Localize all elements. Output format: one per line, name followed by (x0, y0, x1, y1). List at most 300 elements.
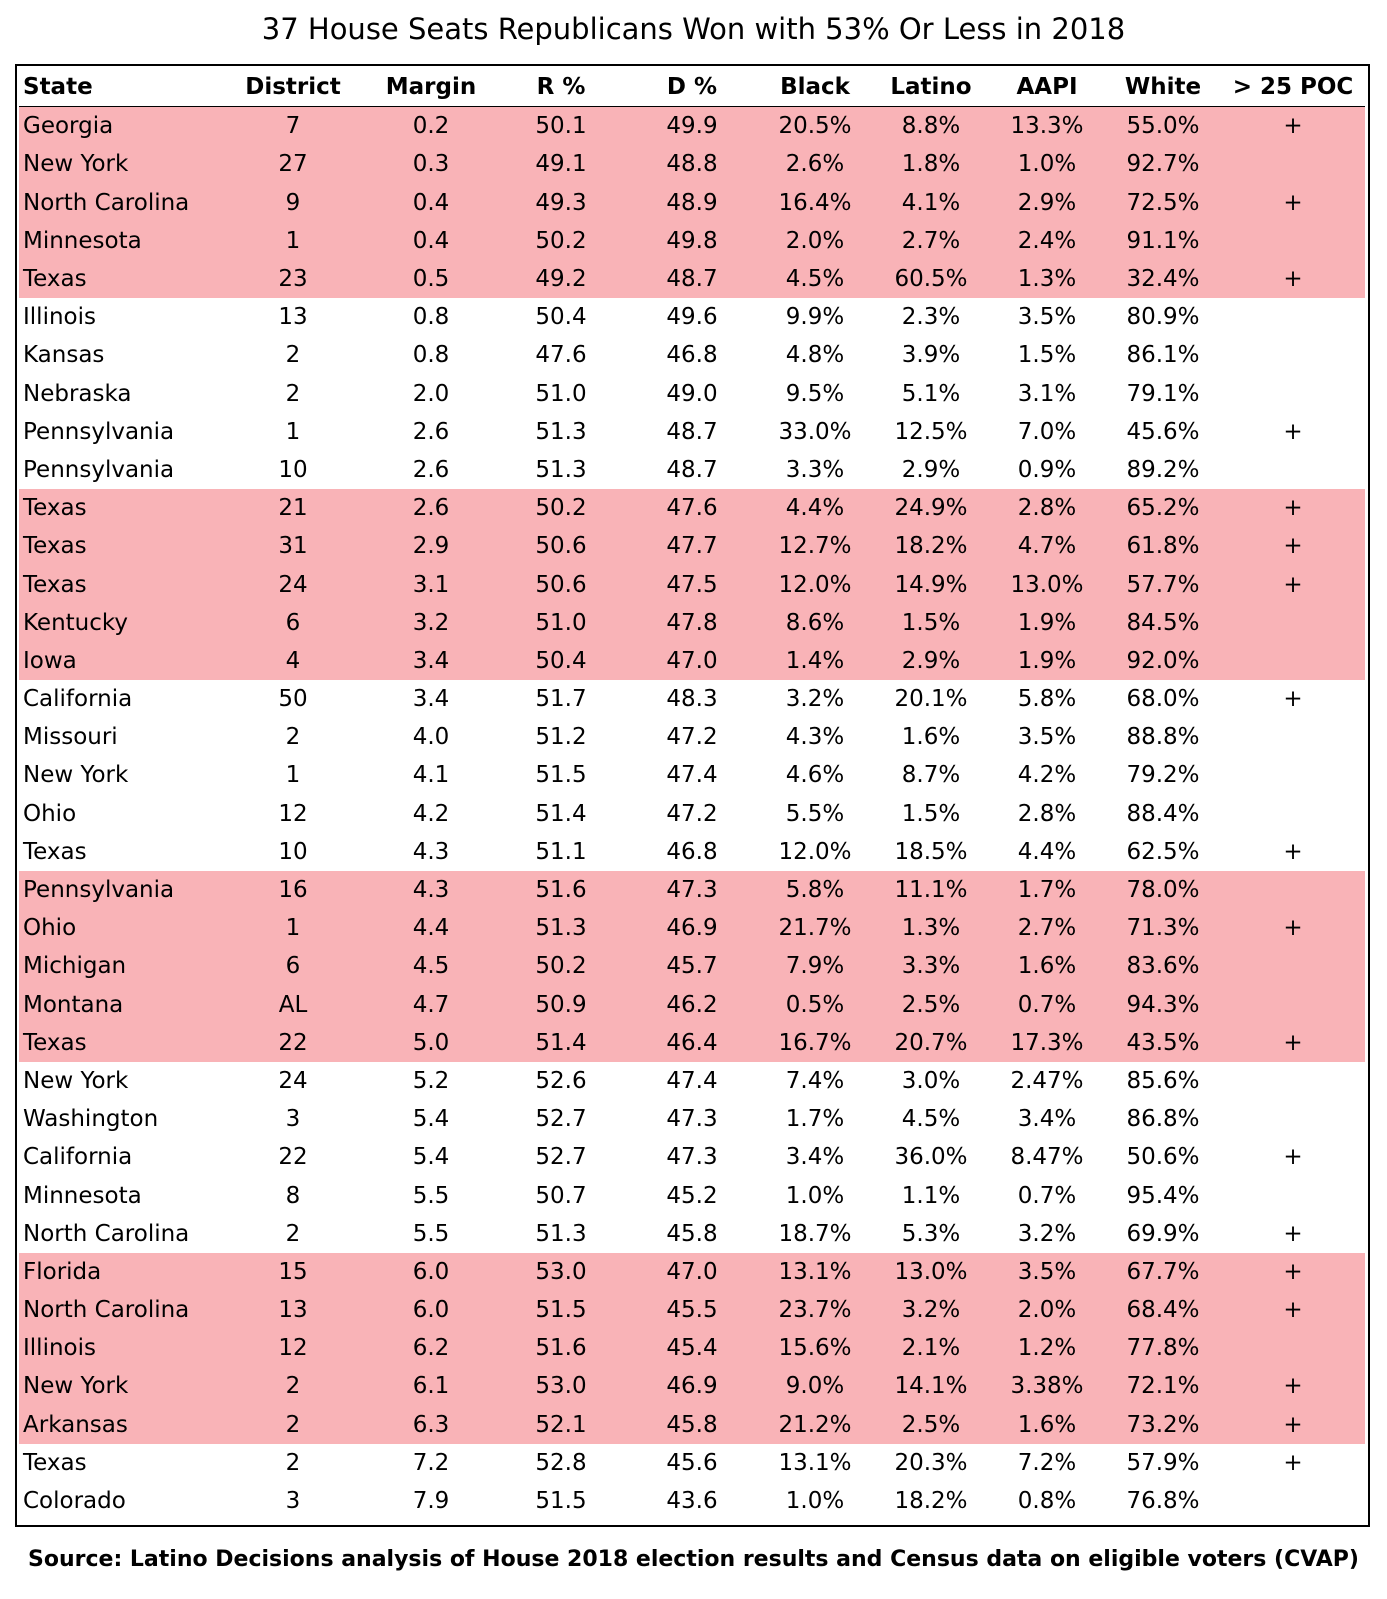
table-row (19, 1444, 1365, 1482)
table-row (19, 260, 1365, 298)
cell-state: Kentucky (19, 604, 219, 642)
cell-aapi: 4.4% (1017, 838, 1077, 865)
cell-r-pct: 49.1 (495, 145, 627, 183)
cell-district: 24 (278, 1067, 308, 1094)
cell-state: Minnesota (23, 1182, 142, 1209)
cell-margin: 0.3 (367, 145, 495, 183)
cell-aapi: 3.5% (1017, 304, 1077, 331)
cell-r-pct: 51.4 (495, 1024, 627, 1062)
cell-aapi: 2.8% (1017, 800, 1077, 827)
cell-aapi: 2.47% (1010, 1067, 1084, 1094)
cell-aapi: 1.3% (989, 260, 1105, 298)
cell-state: Washington (23, 1106, 159, 1133)
cell-state: North Carolina (19, 184, 219, 222)
cell-poc-flag: + (1221, 909, 1365, 947)
cell-latino: 20.3% (894, 1449, 968, 1476)
cell-latino: 2.7% (873, 222, 989, 260)
cell-d-pct: 46.2 (627, 986, 757, 1024)
cell-state: Texas (23, 1449, 87, 1476)
cell-white: 67.7% (1105, 1253, 1221, 1291)
cell-aapi: 1.6% (989, 1406, 1105, 1444)
cell-margin: 3.4 (412, 686, 450, 713)
cell-poc-flag (1221, 451, 1365, 489)
cell-r-pct: 50.6 (495, 527, 627, 565)
cell-black: 2.0% (757, 222, 873, 260)
cell-state: Pennsylvania (23, 456, 175, 483)
cell-aapi: 3.4% (1017, 1106, 1077, 1133)
cell-margin: 7.9 (412, 1488, 450, 1515)
cell-white: 32.4% (1105, 260, 1221, 298)
cell-white: 94.3% (1105, 986, 1221, 1024)
cell-margin: 6.2 (367, 1329, 495, 1367)
cell-r-pct: 51.3 (535, 1220, 587, 1247)
cell-black: 9.5% (785, 380, 845, 407)
cell-district: 23 (219, 260, 367, 298)
cell-black: 18.7% (778, 1220, 852, 1247)
cell-district: 8 (285, 1182, 301, 1209)
cell-d-pct: 48.9 (627, 184, 757, 222)
col-header-aapi: AAPI (989, 68, 1105, 107)
cell-white: 71.3% (1105, 909, 1221, 947)
cell-poc-flag (1221, 1329, 1365, 1367)
cell-aapi: 0.8% (1017, 1488, 1077, 1515)
cell-state: Arkansas (19, 1406, 219, 1444)
cell-white: 79.2% (1126, 762, 1200, 789)
cell-black: 9.9% (785, 304, 845, 331)
table-row (19, 947, 1365, 985)
col-header-latino: Latino (873, 68, 989, 107)
cell-r-pct: 50.1 (495, 107, 627, 146)
table-row (19, 1253, 1365, 1291)
cell-state: Ohio (23, 800, 77, 827)
cell-d-pct: 47.3 (666, 1144, 718, 1171)
cell-state: Florida (19, 1253, 219, 1291)
cell-state: New York (23, 762, 129, 789)
cell-district: 12 (219, 1329, 367, 1367)
cell-margin: 0.2 (367, 107, 495, 146)
cell-black: 1.0% (785, 1488, 845, 1515)
cell-latino: 18.2% (873, 527, 989, 565)
cell-margin: 4.5 (367, 947, 495, 985)
cell-latino: 2.5% (873, 986, 989, 1024)
cell-d-pct: 48.7 (666, 456, 718, 483)
cell-state: North Carolina (23, 1220, 190, 1247)
cell-white: 62.5% (1126, 838, 1200, 865)
cell-district: 2 (219, 1406, 367, 1444)
cell-latino: 2.1% (873, 1329, 989, 1367)
table-row (19, 336, 1365, 374)
table-row (19, 1215, 1365, 1253)
cell-d-pct: 48.8 (627, 145, 757, 183)
cell-d-pct: 45.2 (666, 1182, 718, 1209)
cell-black: 3.2% (785, 686, 845, 713)
cell-white: 68.4% (1105, 1291, 1221, 1329)
cell-latino: 20.7% (873, 1024, 989, 1062)
table-row (19, 756, 1365, 794)
table-row (19, 527, 1365, 565)
cell-margin: 2.6 (367, 489, 495, 527)
cell-aapi: 2.7% (989, 909, 1105, 947)
cell-aapi: 3.1% (1017, 380, 1077, 407)
cell-state: Texas (19, 1024, 219, 1062)
cell-white: 57.9% (1126, 1449, 1200, 1476)
cell-state: Ohio (19, 909, 219, 947)
table-body (19, 107, 1365, 1520)
cell-aapi: 1.0% (989, 145, 1105, 183)
source-note: Source: Latino Decisions analysis of House 2018 election results and Census data on eligible voters (CVAP) (28, 1547, 1359, 1572)
cell-margin: 4.0 (412, 724, 450, 751)
cell-aapi: 5.8% (1017, 686, 1077, 713)
cell-black: 5.5% (785, 800, 845, 827)
cell-white: 79.1% (1126, 380, 1200, 407)
cell-poc-flag: + (1221, 489, 1365, 527)
cell-poc-flag: + (1221, 1406, 1365, 1444)
cell-poc-flag (1221, 375, 1365, 413)
cell-d-pct: 47.5 (627, 565, 757, 603)
cell-white: 83.6% (1105, 947, 1221, 985)
cell-state: California (23, 686, 133, 713)
cell-black: 1.4% (757, 642, 873, 680)
cell-margin: 5.4 (412, 1106, 450, 1133)
cell-district: 7 (219, 107, 367, 146)
cell-poc-flag (1221, 298, 1365, 336)
cell-latino: 18.2% (894, 1488, 968, 1515)
cell-latino: 5.1% (901, 380, 961, 407)
cell-d-pct: 49.8 (627, 222, 757, 260)
cell-district: 16 (219, 871, 367, 909)
cell-r-pct: 51.6 (495, 871, 627, 909)
cell-state: Pennsylvania (19, 871, 219, 909)
cell-district: AL (219, 986, 367, 1024)
cell-aapi: 1.6% (989, 947, 1105, 985)
cell-r-pct: 52.8 (535, 1449, 587, 1476)
cell-latino: 12.5% (894, 418, 968, 445)
cell-aapi: 1.7% (989, 871, 1105, 909)
cell-r-pct: 50.4 (535, 304, 587, 331)
cell-aapi: 1.9% (989, 642, 1105, 680)
cell-d-pct: 47.2 (666, 800, 718, 827)
cell-poc-flag: + (1221, 260, 1365, 298)
cell-district: 2 (219, 1367, 367, 1405)
cell-latino: 13.0% (873, 1253, 989, 1291)
cell-r-pct: 50.2 (495, 222, 627, 260)
cell-district: 2 (285, 1220, 301, 1247)
cell-black: 1.7% (785, 1106, 845, 1133)
cell-district: 1 (285, 762, 301, 789)
table-row (19, 489, 1365, 527)
cell-margin: 0.5 (367, 260, 495, 298)
cell-black: 4.3% (785, 724, 845, 751)
cell-margin: 6.1 (367, 1367, 495, 1405)
cell-district: 3 (285, 1106, 301, 1133)
cell-black: 0.5% (757, 986, 873, 1024)
cell-black: 8.6% (757, 604, 873, 642)
header-row (19, 68, 1365, 107)
cell-aapi: 3.38% (989, 1367, 1105, 1405)
cell-latino: 4.5% (901, 1106, 961, 1133)
cell-district: 22 (278, 1144, 308, 1171)
cell-margin: 2.6 (412, 456, 450, 483)
cell-black: 23.7% (757, 1291, 873, 1329)
cell-latino: 60.5% (873, 260, 989, 298)
cell-margin: 4.2 (412, 800, 450, 827)
cell-r-pct: 51.7 (535, 686, 587, 713)
cell-margin: 0.4 (367, 222, 495, 260)
cell-poc-flag (1221, 1176, 1365, 1214)
cell-white: 86.1% (1126, 342, 1200, 369)
cell-white: 80.9% (1126, 304, 1200, 331)
cell-latino: 8.8% (873, 107, 989, 146)
cell-margin: 0.8 (412, 342, 450, 369)
cell-latino: 20.1% (894, 686, 968, 713)
cell-state: New York (19, 145, 219, 183)
cell-district: 10 (278, 838, 308, 865)
cell-r-pct: 51.4 (535, 800, 587, 827)
table-row (19, 1024, 1365, 1062)
cell-white: 50.6% (1126, 1144, 1200, 1171)
cell-r-pct: 50.4 (495, 642, 627, 680)
cell-margin: 4.4 (367, 909, 495, 947)
cell-black: 3.3% (785, 456, 845, 483)
cell-state: Illinois (23, 304, 96, 331)
cell-d-pct: 49.9 (627, 107, 757, 146)
cell-aapi: 2.8% (989, 489, 1105, 527)
cell-margin: 4.3 (367, 871, 495, 909)
table-row (19, 107, 1365, 146)
cell-d-pct: 45.5 (627, 1291, 757, 1329)
cell-aapi: 0.7% (989, 986, 1105, 1024)
cell-district: 22 (219, 1024, 367, 1062)
cell-district: 2 (285, 380, 301, 407)
cell-d-pct: 45.6 (666, 1449, 718, 1476)
data-table-frame (15, 64, 1370, 1527)
cell-r-pct: 51.3 (495, 909, 627, 947)
cell-d-pct: 47.4 (666, 762, 718, 789)
table-row (19, 718, 1365, 756)
cell-poc-flag: + (1221, 184, 1365, 222)
cell-district: 6 (219, 604, 367, 642)
cell-margin: 6.0 (367, 1253, 495, 1291)
table-row (19, 1406, 1365, 1444)
cell-latino: 1.8% (873, 145, 989, 183)
cell-d-pct: 47.3 (627, 871, 757, 909)
cell-black: 3.4% (785, 1144, 845, 1171)
col-header-white: White (1105, 68, 1221, 107)
cell-r-pct: 53.0 (495, 1367, 627, 1405)
cell-aapi: 1.2% (989, 1329, 1105, 1367)
col-header-margin: Margin (367, 68, 495, 107)
cell-r-pct: 49.3 (495, 184, 627, 222)
cell-margin: 4.1 (412, 762, 450, 789)
cell-aapi: 17.3% (989, 1024, 1105, 1062)
cell-r-pct: 51.1 (535, 838, 587, 865)
cell-state: Colorado (23, 1488, 126, 1515)
cell-margin: 0.4 (367, 184, 495, 222)
cell-latino: 1.5% (873, 604, 989, 642)
cell-aapi: 2.0% (989, 1291, 1105, 1329)
chart-title: 37 House Seats Republicans Won with 53% Or Less in 2018 (261, 12, 1126, 46)
cell-r-pct: 50.6 (495, 565, 627, 603)
cell-margin: 3.1 (367, 565, 495, 603)
table-row (19, 1176, 1365, 1214)
cell-latino: 14.1% (873, 1367, 989, 1405)
cell-d-pct: 46.4 (627, 1024, 757, 1062)
cell-poc-flag: + (1283, 1449, 1303, 1476)
cell-latino: 1.5% (901, 800, 961, 827)
cell-poc-flag: + (1221, 1253, 1365, 1291)
cell-margin: 2.9 (367, 527, 495, 565)
cell-black: 16.7% (757, 1024, 873, 1062)
table-row (19, 1329, 1365, 1367)
cell-white: 65.2% (1105, 489, 1221, 527)
cell-margin: 3.2 (367, 604, 495, 642)
cell-r-pct: 49.2 (495, 260, 627, 298)
cell-state: Missouri (23, 724, 118, 751)
cell-latino: 1.1% (901, 1182, 961, 1209)
cell-white: 76.8% (1126, 1488, 1200, 1515)
cell-margin: 4.7 (367, 986, 495, 1024)
col-header-poc-flag: > 25 POC (1221, 68, 1365, 107)
cell-latino: 8.7% (901, 762, 961, 789)
cell-latino: 1.6% (901, 724, 961, 751)
cell-poc-flag: + (1221, 1024, 1365, 1062)
cell-district: 6 (219, 947, 367, 985)
table-row (19, 222, 1365, 260)
cell-poc-flag (1221, 795, 1365, 833)
cell-latino: 2.9% (873, 642, 989, 680)
cell-margin: 6.0 (367, 1291, 495, 1329)
cell-poc-flag: + (1283, 1220, 1303, 1247)
cell-poc-flag: + (1283, 418, 1303, 445)
cell-district: 1 (219, 222, 367, 260)
cell-margin: 5.2 (412, 1067, 450, 1094)
cell-r-pct: 52.6 (535, 1067, 587, 1094)
cell-margin: 5.0 (367, 1024, 495, 1062)
cell-poc-flag (1221, 222, 1365, 260)
cell-white: 72.1% (1105, 1367, 1221, 1405)
cell-district: 24 (219, 565, 367, 603)
cell-d-pct: 47.4 (666, 1067, 718, 1094)
cell-r-pct: 50.9 (495, 986, 627, 1024)
cell-district: 21 (219, 489, 367, 527)
cell-black: 4.5% (757, 260, 873, 298)
cell-latino: 11.1% (873, 871, 989, 909)
cell-r-pct: 51.0 (495, 604, 627, 642)
cell-margin: 4.3 (412, 838, 450, 865)
cell-poc-flag (1221, 871, 1365, 909)
cell-r-pct: 53.0 (495, 1253, 627, 1291)
cell-white: 86.8% (1126, 1106, 1200, 1133)
cell-d-pct: 47.2 (666, 724, 718, 751)
cell-r-pct: 51.5 (535, 1488, 587, 1515)
cell-state: Michigan (19, 947, 219, 985)
cell-district: 13 (278, 304, 308, 331)
cell-white: 84.5% (1105, 604, 1221, 642)
cell-latino: 2.9% (901, 456, 961, 483)
cell-d-pct: 47.6 (627, 489, 757, 527)
cell-state: Texas (19, 489, 219, 527)
cell-d-pct: 48.7 (666, 418, 718, 445)
cell-latino: 36.0% (894, 1144, 968, 1171)
cell-latino: 24.9% (873, 489, 989, 527)
cell-aapi: 3.5% (989, 1253, 1105, 1291)
cell-black: 13.1% (757, 1253, 873, 1291)
cell-latino: 18.5% (894, 838, 968, 865)
cell-poc-flag (1221, 1482, 1365, 1520)
cell-poc-flag (1221, 986, 1365, 1024)
cell-white: 88.4% (1126, 800, 1200, 827)
cell-r-pct: 51.5 (535, 762, 587, 789)
cell-d-pct: 47.7 (627, 527, 757, 565)
cell-district: 4 (219, 642, 367, 680)
cell-r-pct: 52.7 (535, 1106, 587, 1133)
cell-aapi: 1.9% (989, 604, 1105, 642)
cell-latino: 3.0% (901, 1067, 961, 1094)
cell-white: 88.8% (1126, 724, 1200, 751)
table-row (19, 833, 1365, 871)
cell-d-pct: 46.8 (666, 342, 718, 369)
cell-state: Nebraska (23, 380, 132, 407)
table-row (19, 451, 1365, 489)
cell-aapi: 13.0% (989, 565, 1105, 603)
cell-margin: 6.3 (367, 1406, 495, 1444)
cell-r-pct: 51.2 (535, 724, 587, 751)
cell-d-pct: 47.8 (627, 604, 757, 642)
table-row (19, 375, 1365, 413)
cell-aapi: 4.7% (989, 527, 1105, 565)
cell-margin: 7.2 (412, 1449, 450, 1476)
col-header-r-pct: R % (495, 68, 627, 107)
table-row (19, 1138, 1365, 1176)
cell-state: Illinois (19, 1329, 219, 1367)
cell-aapi: 7.2% (1017, 1449, 1077, 1476)
cell-d-pct: 47.0 (627, 642, 757, 680)
cell-white: 61.8% (1105, 527, 1221, 565)
cell-state: Iowa (19, 642, 219, 680)
cell-r-pct: 51.6 (495, 1329, 627, 1367)
cell-d-pct: 49.0 (666, 380, 718, 407)
col-header-district: District (219, 68, 367, 107)
cell-aapi: 2.4% (989, 222, 1105, 260)
cell-district: 1 (285, 418, 301, 445)
table-row (19, 795, 1365, 833)
table-row (19, 986, 1365, 1024)
cell-aapi: 0.9% (1017, 456, 1077, 483)
cell-poc-flag: + (1221, 107, 1365, 146)
cell-poc-flag (1221, 718, 1365, 756)
cell-state: Texas (19, 565, 219, 603)
cell-state: Texas (23, 838, 87, 865)
cell-poc-flag: + (1221, 527, 1365, 565)
cell-black: 33.0% (778, 418, 852, 445)
cell-black: 7.9% (757, 947, 873, 985)
cell-district: 10 (278, 456, 308, 483)
cell-white: 95.4% (1126, 1182, 1200, 1209)
cell-aapi: 3.5% (1017, 724, 1077, 751)
cell-r-pct: 51.3 (535, 418, 587, 445)
cell-state: Texas (19, 527, 219, 565)
cell-black: 13.1% (778, 1449, 852, 1476)
data-table (19, 68, 1365, 1520)
cell-r-pct: 51.0 (535, 380, 587, 407)
cell-state: Kansas (23, 342, 105, 369)
cell-poc-flag (1221, 604, 1365, 642)
cell-poc-flag (1221, 336, 1365, 374)
table-row (19, 145, 1365, 183)
cell-poc-flag (1221, 642, 1365, 680)
cell-poc-flag (1221, 1100, 1365, 1138)
table-row (19, 1062, 1365, 1100)
